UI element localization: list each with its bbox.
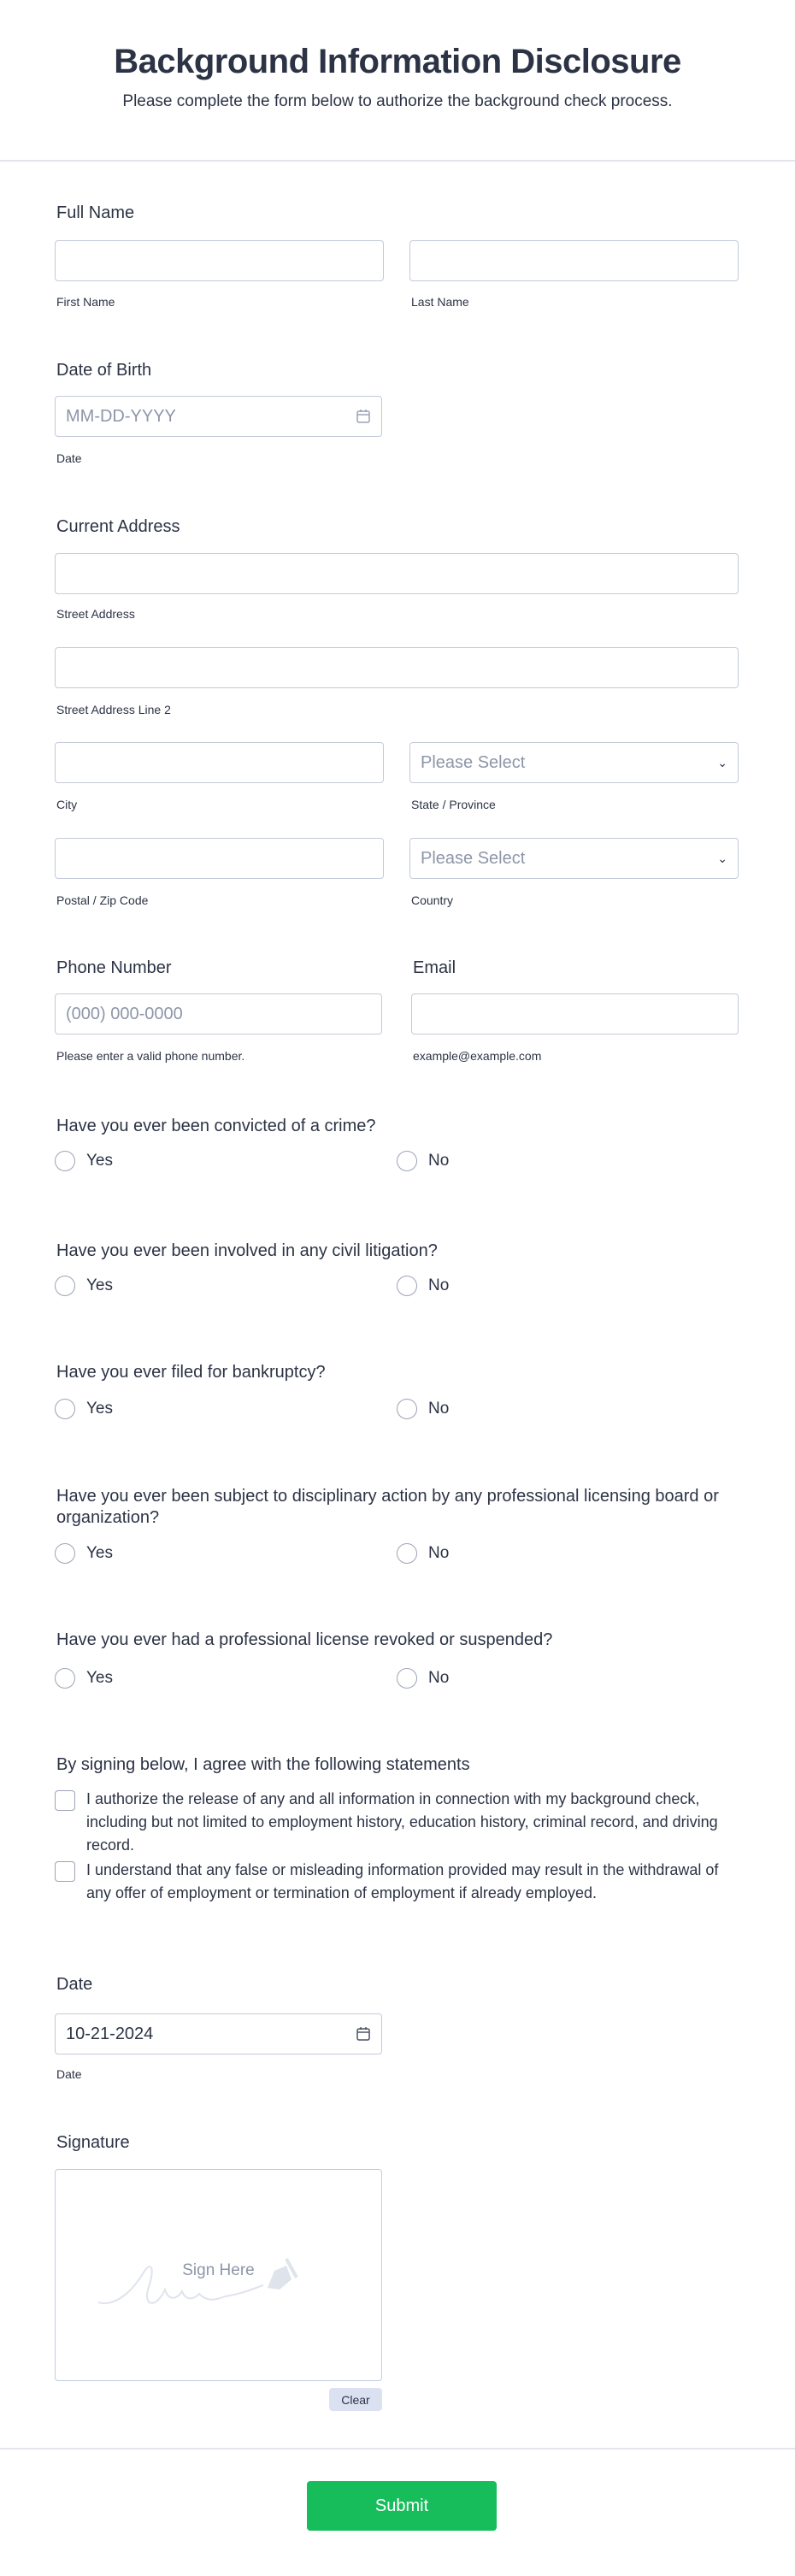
country-select[interactable] (409, 838, 739, 879)
radio-yes[interactable] (55, 1276, 75, 1296)
question-label: Have you ever been involved in any civil litigation? (56, 1241, 438, 1260)
state-sublabel: State / Province (411, 798, 496, 811)
phone-label: Phone Number (56, 958, 172, 977)
radio-no-label[interactable]: No (428, 1669, 450, 1687)
first-name-input[interactable] (55, 240, 384, 281)
date-label: Date (56, 1975, 93, 1994)
consent-text-1[interactable]: I authorize the release of any and all information in connection with my background check, including but not limited to employment history, education history, criminal record, and driving record. (86, 1790, 718, 1854)
radio-yes-label[interactable]: Yes (86, 1544, 113, 1562)
zip-sublabel: Postal / Zip Code (56, 893, 149, 907)
consent-label: By signing below, I agree with the following statements (56, 1755, 470, 1774)
email-input[interactable] (411, 993, 739, 1035)
footer-divider (0, 2448, 795, 2449)
state-select-value: Please Select (421, 752, 526, 772)
state-select[interactable] (409, 742, 739, 783)
signature-pad[interactable] (55, 2169, 382, 2381)
date-input[interactable] (55, 2013, 382, 2054)
radio-no[interactable] (397, 1543, 417, 1564)
radio-no-label[interactable]: No (428, 1152, 450, 1170)
phone-input[interactable] (55, 993, 382, 1035)
chevron-down-icon: ⌄ (717, 755, 727, 769)
consent-checkbox-1[interactable] (55, 1790, 75, 1811)
address-label: Current Address (56, 517, 180, 536)
dob-placeholder: MM-DD-YYYY (66, 406, 176, 426)
page-title: Background Information Disclosure (114, 43, 681, 80)
chevron-down-icon: ⌄ (717, 851, 727, 865)
radio-no-label[interactable]: No (428, 1400, 450, 1418)
street-address-sublabel: Street Address (56, 607, 135, 621)
signature-label: Signature (56, 2133, 130, 2152)
radio-yes[interactable] (55, 1399, 75, 1419)
calendar-icon[interactable] (356, 409, 371, 424)
radio-no[interactable] (397, 1399, 417, 1419)
radio-no-label[interactable]: No (428, 1544, 450, 1562)
zip-input[interactable] (55, 838, 384, 879)
question-label: Have you ever been convicted of a crime? (56, 1117, 376, 1135)
email-sublabel: example@example.com (413, 1049, 542, 1063)
header-divider (0, 160, 795, 162)
last-name-sublabel: Last Name (411, 295, 469, 309)
consent-text-2[interactable]: I understand that any false or misleading information provided may result in the withdrawal of any offer of employment or termination of employment if already employed. (86, 1861, 719, 1901)
street-address-2-sublabel: Street Address Line 2 (56, 703, 171, 716)
street-address-2-input[interactable] (55, 647, 739, 688)
question-label: Have you ever been subject to disciplinary action by any professional licensing board or organization? (56, 1487, 719, 1527)
radio-no-label[interactable]: No (428, 1276, 450, 1294)
phone-placeholder: (000) 000-0000 (66, 1004, 183, 1023)
radio-yes-label[interactable]: Yes (86, 1276, 113, 1294)
question-label: Have you ever filed for bankruptcy? (56, 1363, 326, 1382)
radio-no[interactable] (397, 1276, 417, 1296)
sign-here-placeholder: Sign Here (182, 2261, 255, 2279)
radio-no[interactable] (397, 1151, 417, 1171)
question-label: Have you ever had a professional license revoked or suspended? (56, 1630, 553, 1649)
page-subtitle: Please complete the form below to authorize the background check process. (122, 92, 673, 110)
date-sublabel: Date (56, 2067, 82, 2081)
phone-sublabel: Please enter a valid phone number. (56, 1049, 245, 1063)
submit-button[interactable]: Submit (307, 2481, 497, 2531)
radio-no[interactable] (397, 1668, 417, 1689)
dob-sublabel: Date (56, 451, 82, 465)
date-value: 10-21-2024 (66, 2024, 154, 2043)
radio-yes-label[interactable]: Yes (86, 1152, 113, 1170)
city-sublabel: City (56, 798, 78, 811)
country-sublabel: Country (411, 893, 454, 907)
signature-scribble-icon (97, 2255, 302, 2315)
consent-checkbox-2[interactable] (55, 1861, 75, 1882)
last-name-input[interactable] (409, 240, 739, 281)
radio-yes-label[interactable]: Yes (86, 1400, 113, 1418)
full-name-label: Full Name (56, 203, 135, 222)
radio-yes[interactable] (55, 1543, 75, 1564)
country-select-value: Please Select (421, 848, 526, 868)
radio-yes[interactable] (55, 1668, 75, 1689)
city-input[interactable] (55, 742, 384, 783)
first-name-sublabel: First Name (56, 295, 115, 309)
radio-yes[interactable] (55, 1151, 75, 1171)
email-label: Email (413, 958, 456, 977)
dob-label: Date of Birth (56, 361, 152, 380)
calendar-icon[interactable] (356, 2026, 371, 2042)
street-address-input[interactable] (55, 553, 739, 594)
clear-signature-button[interactable]: Clear (329, 2388, 382, 2411)
radio-yes-label[interactable]: Yes (86, 1669, 113, 1687)
dob-input[interactable] (55, 396, 382, 437)
